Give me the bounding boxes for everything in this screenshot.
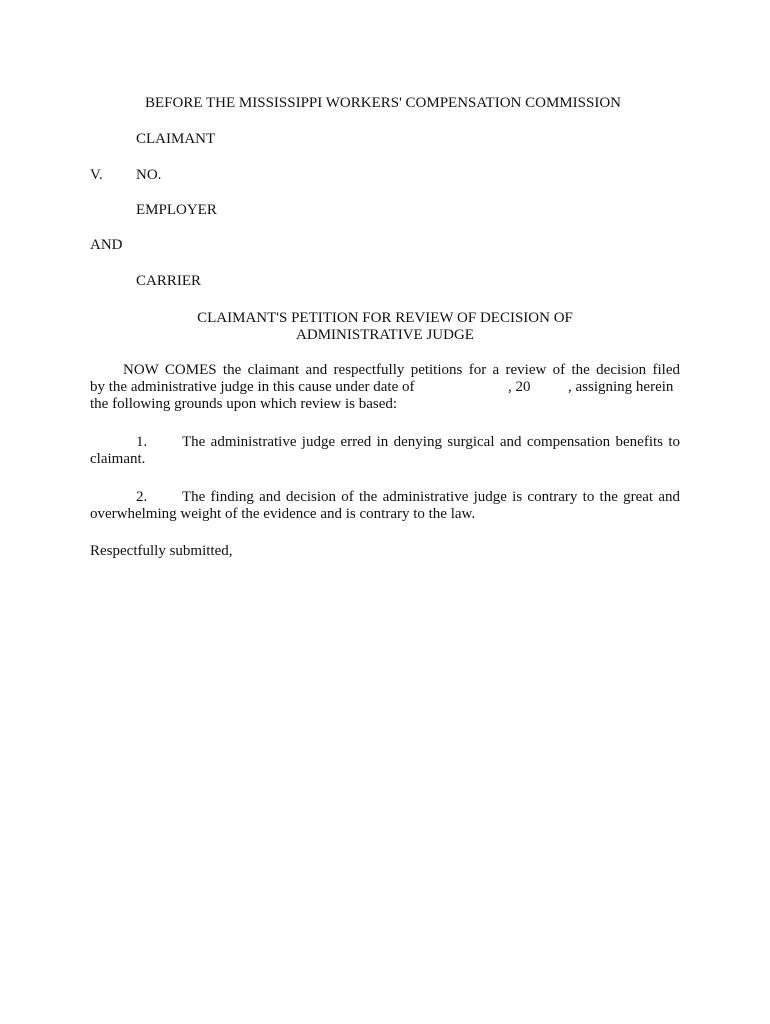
ground-text-continued: claimant.	[90, 451, 146, 467]
intro-line-2-end: , assigning herein	[568, 379, 674, 395]
ground-1-first-line	[90, 434, 680, 451]
ground-number: 1.	[136, 434, 148, 450]
employer-label: EMPLOYER	[136, 202, 217, 218]
intro-year-prefix: , 20	[508, 379, 531, 395]
ground-item	[90, 434, 680, 468]
intro-line-3: the following grounds upon which review is based:	[90, 396, 398, 412]
closing-signature-line: Respectfully submitted,	[90, 543, 233, 559]
ground-item	[90, 489, 680, 523]
case-number-label: NO.	[136, 167, 162, 183]
intro-line-2-start: by the administrative judge in this cause under date of	[90, 379, 415, 395]
petition-title-line-2: ADMINISTRATIVE JUDGE	[296, 327, 474, 343]
ground-number: 2.	[136, 489, 148, 505]
ground-text-continued: overwhelming weight of the evidence and is contrary to the law.	[90, 506, 476, 522]
ground-text: The finding and decision of the administrative judge is contrary to the great and	[182, 489, 680, 505]
intro-line-2	[90, 379, 680, 396]
ground-2-first-line	[90, 489, 680, 506]
commission-heading: BEFORE THE MISSISSIPPI WORKERS' COMPENSATION COMMISSION	[145, 95, 621, 111]
and-label: AND	[90, 237, 123, 253]
ground-text: The administrative judge erred in denying surgical and compensation benefits to	[182, 434, 680, 450]
petition-title	[90, 310, 680, 344]
intro-line-1: NOW COMES the claimant and respectfully petitions for a review of the decision filed	[123, 362, 680, 378]
carrier-label: CARRIER	[136, 273, 202, 289]
petition-title-line-1: CLAIMANT'S PETITION FOR REVIEW OF DECISION OF	[197, 310, 573, 326]
claimant-label: CLAIMANT	[136, 131, 216, 147]
versus-label: V.	[90, 167, 103, 183]
intro-paragraph	[90, 362, 680, 413]
